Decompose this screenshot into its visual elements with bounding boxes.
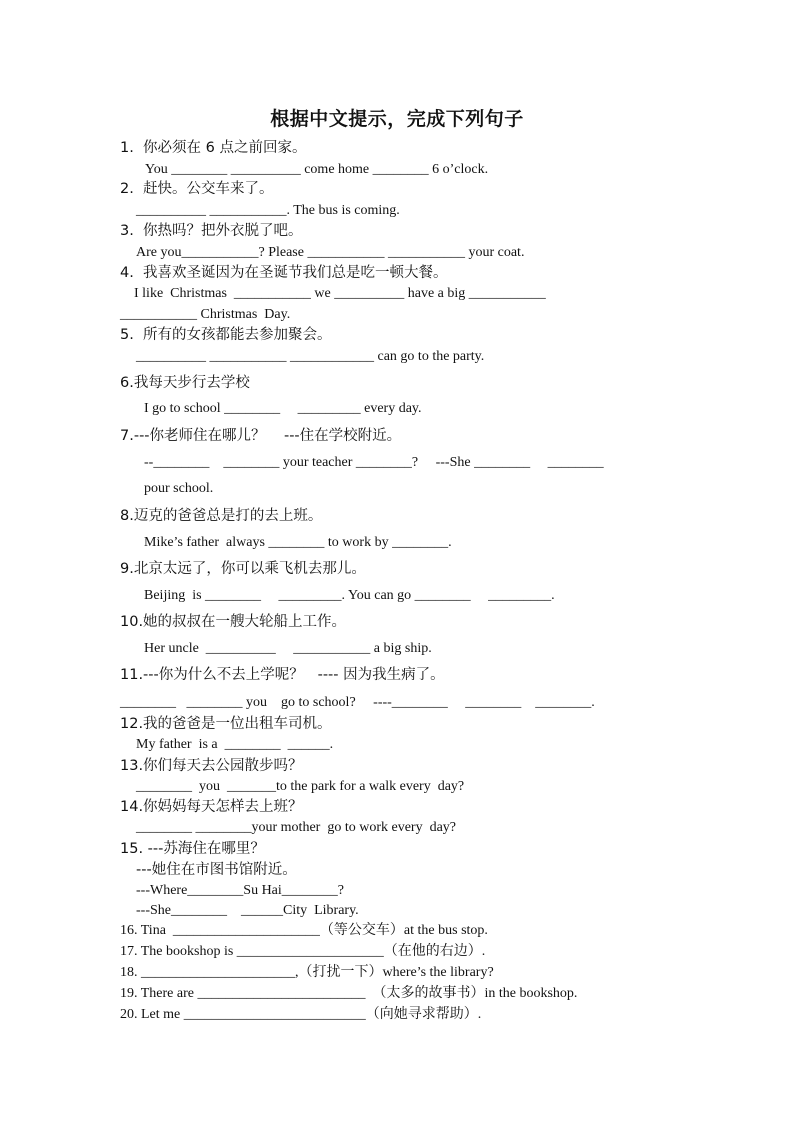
exercise-prompt: 3. 你热吗？把外衣脱了吧。 — [120, 223, 303, 239]
exercise-line: Her uncle __________ ___________ a big ship. — [144, 641, 432, 656]
exercise-prompt: 18. ______________________,（打扰一下）where’s the library? — [120, 965, 494, 980]
exercise-prompt: 13.你们每天去公园散步吗？ — [120, 758, 303, 774]
exercise-line: ________ ________your mother go to work every day? — [136, 820, 456, 835]
exercise-prompt: 12.我的爸爸是一位出租车司机。 — [120, 716, 332, 732]
exercise-line: My father is a ________ ______. — [136, 737, 334, 752]
exercise-prompt: 8.迈克的爸爸总是打的去上班。 — [120, 508, 323, 524]
exercise-line: Mike’s father always ________ to work by ________. — [144, 535, 452, 550]
exercise-prompt: 20. Let me __________________________（向她寻求帮助）. — [120, 1007, 482, 1022]
exercise-line: ---她住在市图书馆附近。 — [136, 862, 297, 878]
exercise-line: ___________ Christmas Day. — [120, 307, 291, 322]
exercise-prompt: 9.北京太远了，你可以乘飞机去那儿。 — [120, 561, 366, 577]
exercise-prompt: 5. 所有的女孩都能去参加聚会。 — [120, 327, 332, 343]
exercise-line: You ________ __________ come home ________ 6 o’clock. — [145, 162, 489, 177]
exercise-line: ---She________ ______City Library. — [136, 903, 359, 918]
exercise-prompt: 14.你妈妈每天怎样去上班？ — [120, 799, 303, 815]
exercise-prompt: 6.我每天步行去学校 — [120, 375, 250, 391]
exercise-prompt: 17. The bookshop is _____________________（在他的右边）. — [120, 944, 486, 959]
exercise-line: Beijing is ________ _________. You can go ________ _________. — [144, 588, 555, 603]
exercise-line: ________ ________ you go to school? ----________ ________ ________. — [120, 695, 595, 710]
exercise-prompt: 15. ---苏海住在哪里？ — [120, 841, 265, 857]
exercise-prompt: 4. 我喜欢圣诞因为在圣诞节我们总是吃一顿大餐。 — [120, 265, 448, 281]
exercise-prompt: 7.---你老师住在哪儿？ ---住在学校附近。 — [120, 428, 402, 444]
exercise-prompt: 2. 赶快。公交车来了。 — [120, 181, 274, 197]
exercise-line: --________ ________ your teacher ________? ---She ________ ________ — [144, 455, 604, 470]
exercise-prompt: 1. 你必须在 6 点之前回家。 — [120, 140, 307, 156]
exercise-prompt: 16. Tina _____________________（等公交车）at the bus stop. — [120, 923, 488, 938]
exercise-line: __________ ___________. The bus is coming. — [136, 203, 400, 218]
worksheet-title: 根据中文提示，完成下列句子 — [270, 108, 524, 130]
exercise-line: Are you___________? Please ___________ ___________ your coat. — [136, 245, 525, 260]
exercise-prompt: 11.---你为什么不去上学呢？ ---- 因为我生病了。 — [120, 667, 445, 683]
exercise-prompt: 10.她的叔叔在一艘大轮船上工作。 — [120, 614, 347, 630]
exercise-line: __________ ___________ ____________ can go to the party. — [136, 349, 485, 364]
exercise-line: I go to school ________ _________ every day. — [144, 401, 422, 416]
exercise-line: ---Where________Su Hai________? — [136, 883, 345, 898]
exercise-line: pour school. — [144, 481, 214, 496]
exercise-prompt: 19. There are ________________________ （太多的故事书）in the bookshop. — [120, 986, 578, 1001]
exercise-line: I like Christmas ___________ we __________ have a big ___________ — [134, 286, 546, 301]
exercise-line: ________ you _______to the park for a walk every day? — [136, 779, 465, 794]
